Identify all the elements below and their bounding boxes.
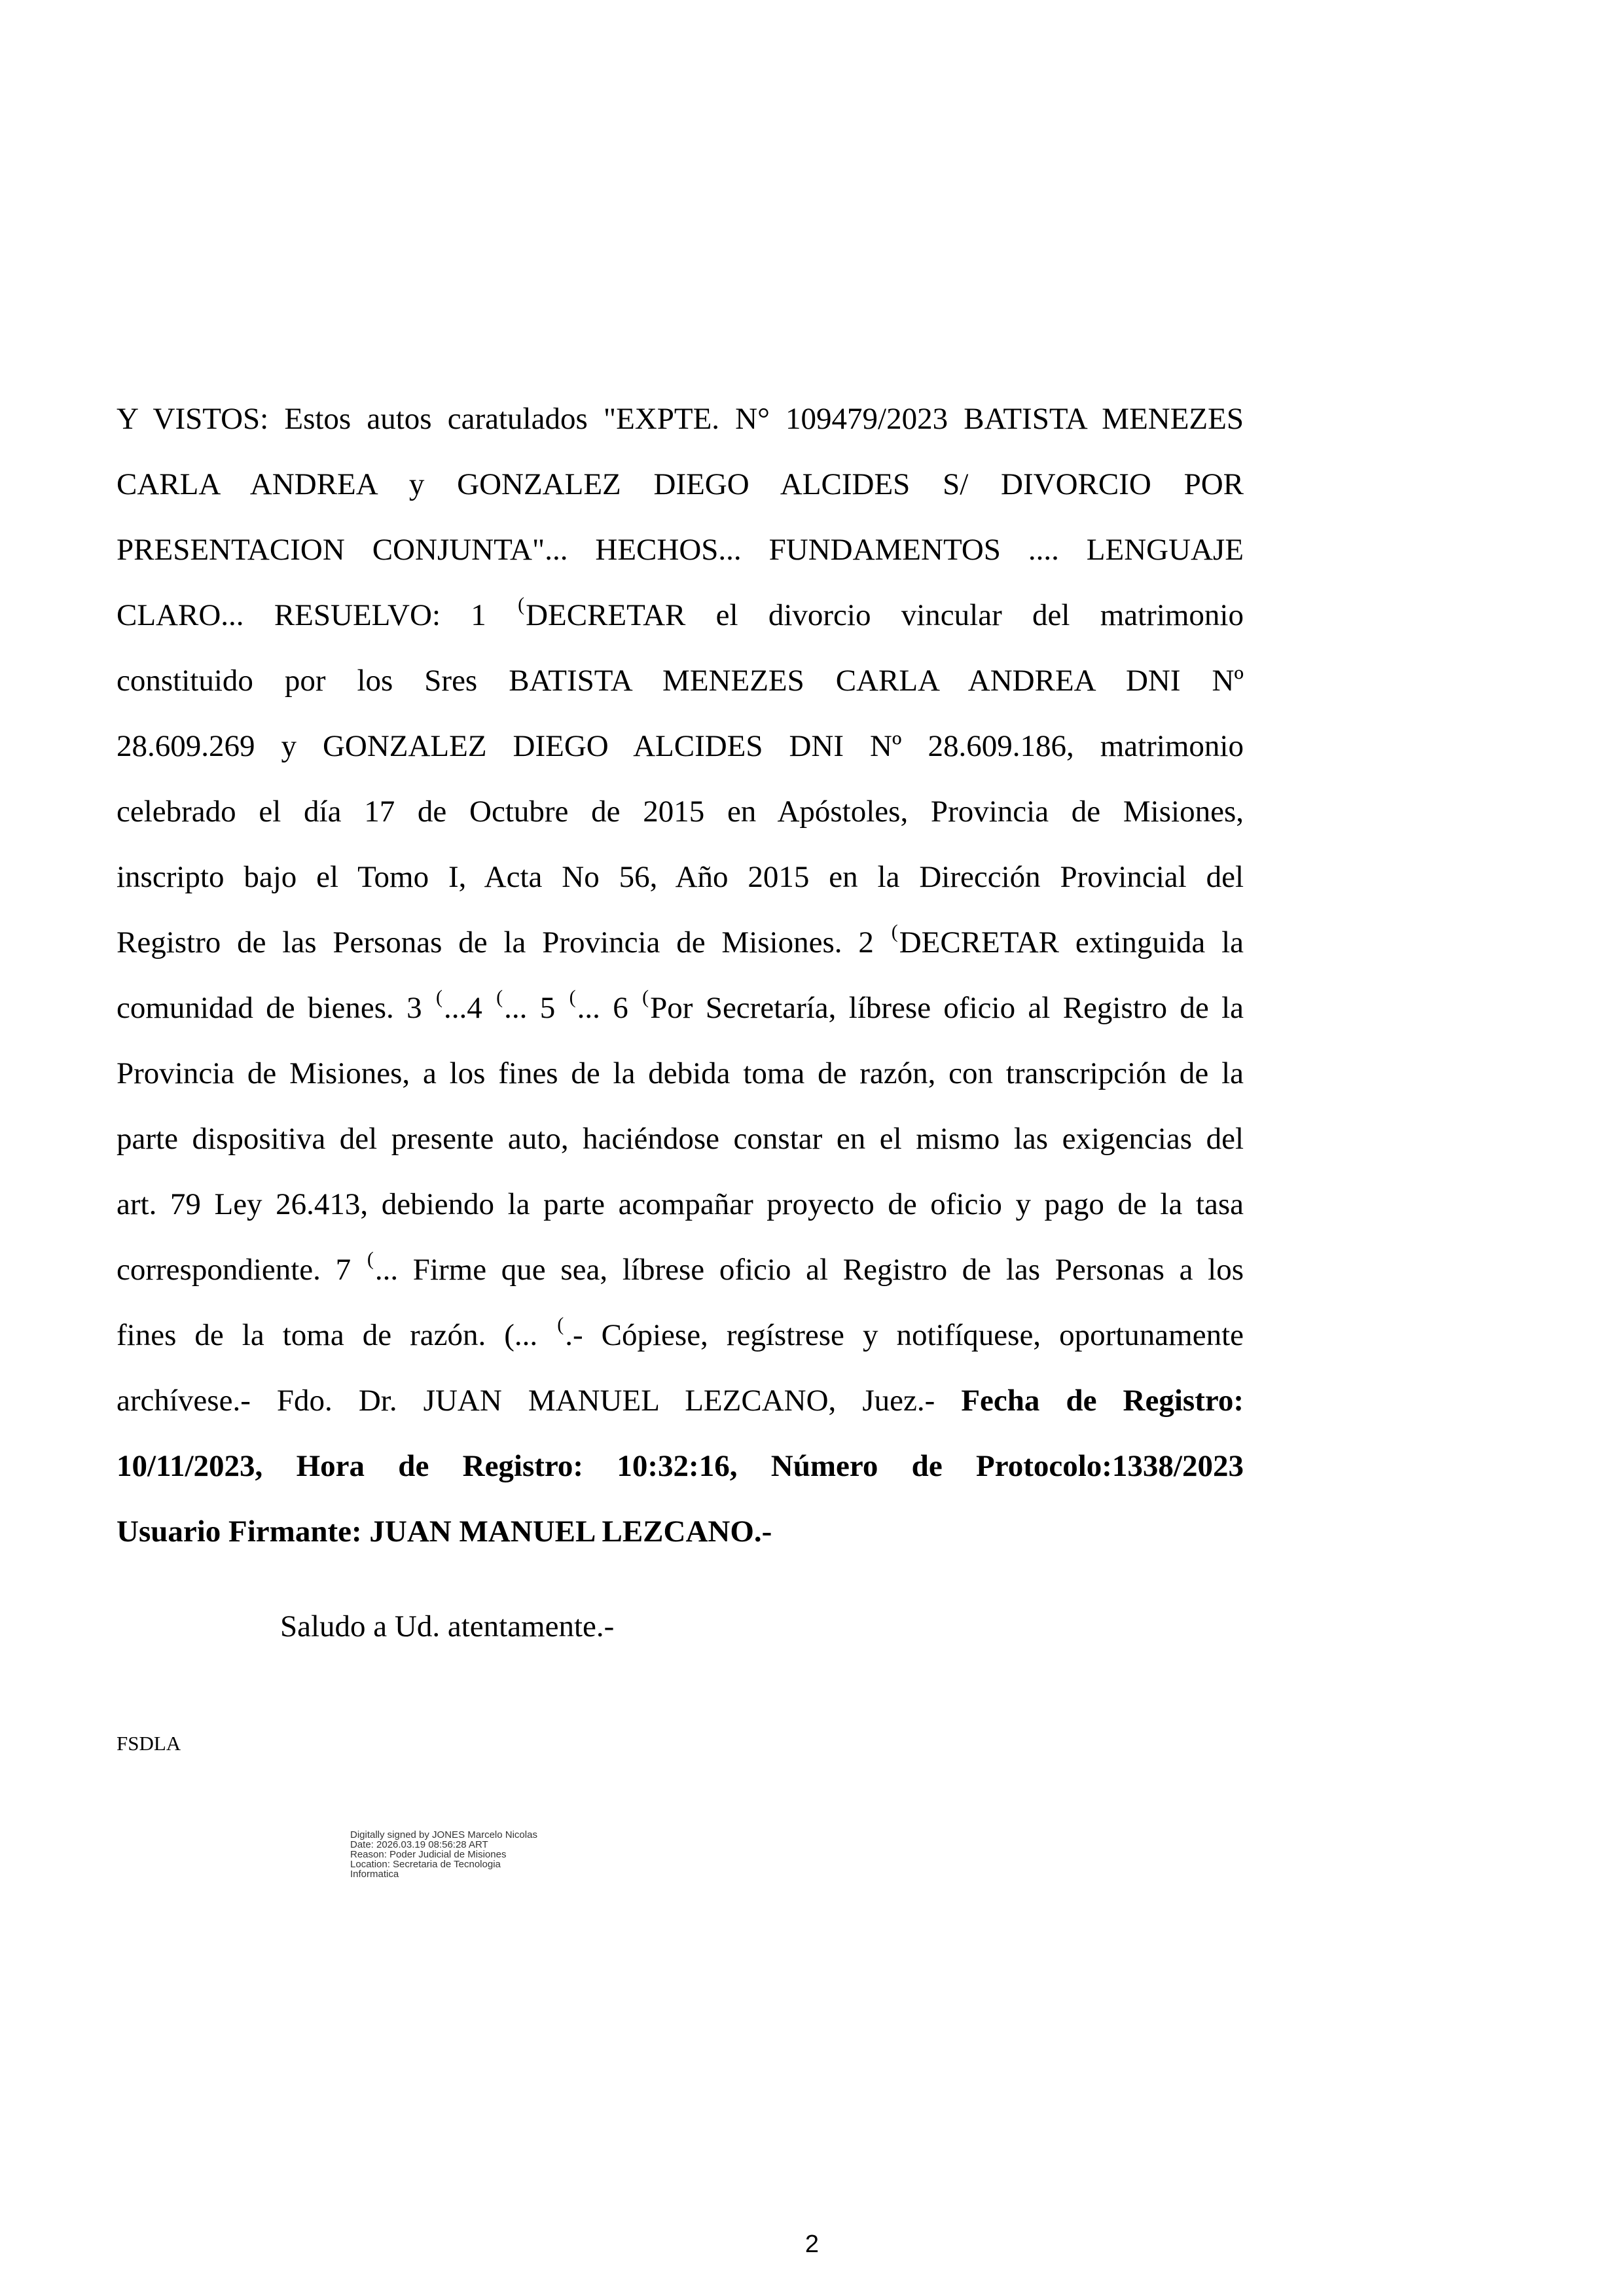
signature-line: Digitally signed by JONES Marcelo Nicolas [350, 1829, 537, 1840]
footnote-marker: ( [891, 921, 898, 942]
footnote-marker: ( [518, 594, 525, 615]
signature-line: Location: Secretaria de Tecnologia [350, 1859, 501, 1870]
registration-line: 10/11/2023, Hora de Registro: 10:32:16, Número de Protocolo:1338/2023 [117, 1449, 1244, 1483]
footnote-marker: ( [496, 986, 503, 1008]
text-line: archívese.- Fdo. Dr. JUAN MANUEL LEZCANO, Juez.- Fecha de Registro: [117, 1384, 1244, 1418]
registration-date-label: Fecha de Registro: [961, 1384, 1244, 1418]
text-line: 28.609.269 y GONZALEZ DIEGO ALCIDES DNI Nº 28.609.186, matrimonio [117, 729, 1244, 763]
signature-line: Reason: Poder Judicial de Misiones [350, 1849, 507, 1860]
footnote-marker: ( [557, 1314, 564, 1335]
signature-line: Informatica [350, 1869, 399, 1880]
footnote-marker: ( [642, 986, 649, 1008]
text-line: correspondiente. 7 (... Firme que sea, líbrese oficio al Registro de las Personas a los [117, 1248, 1244, 1287]
footnote-marker: ( [569, 986, 576, 1008]
text-line: Provincia de Misiones, a los fines de la debida toma de razón, con transcripción de la [117, 1056, 1244, 1090]
footnote-marker: ( [367, 1248, 374, 1270]
page-number: 2 [804, 2231, 820, 2258]
resolution-text [117, 386, 1244, 1564]
text-line: parte dispositiva del presente auto, haciéndose constar en el mismo las exigencias del [117, 1122, 1244, 1156]
text-line: art. 79 Ley 26.413, debiendo la parte acompañar proyecto de oficio y pago de la tasa [117, 1187, 1244, 1221]
signing-user-line: Usuario Firmante: JUAN MANUEL LEZCANO.- [117, 1515, 772, 1549]
text-line: celebrado el día 17 de Octubre de 2015 en Apóstoles, Provincia de Misiones, [117, 795, 1244, 829]
text-line: CARLA ANDREA y GONZALEZ DIEGO ALCIDES S/ DIVORCIO POR [117, 467, 1244, 501]
text-line: Registro de las Personas de la Provincia de Misiones. 2 (DECRETAR extinguida la [117, 921, 1244, 960]
text-line: inscripto bajo el Tomo I, Acta No 56, Año 2015 en la Dirección Provincial del [117, 860, 1244, 894]
closing-salutation: Saludo a Ud. atentamente.- [280, 1609, 615, 1643]
signature-line: Date: 2026.03.19 08:56:28 ART [350, 1839, 488, 1850]
text-line: comunidad de bienes. 3 (...4 (... 5 (... 6 (Por Secretaría, líbrese oficio al Registro de la [117, 986, 1244, 1025]
text-line: PRESENTACION CONJUNTA"... HECHOS... FUNDAMENTOS .... LENGUAJE [117, 533, 1244, 567]
digital-signature-block [350, 1830, 537, 1879]
text-line: fines de la toma de razón. (... (.- Cópiese, regístrese y notifíquese, oportunamente [117, 1314, 1244, 1352]
text-line: constituido por los Sres BATISTA MENEZES CARLA ANDREA DNI Nº [117, 664, 1244, 698]
text-line: CLARO... RESUELVO: 1 (DECRETAR el divorcio vincular del matrimonio [117, 594, 1244, 632]
footnote-marker: ( [436, 986, 443, 1008]
initials: FSDLA [117, 1732, 181, 1755]
text-line: Y VISTOS: Estos autos caratulados "EXPTE. N° 109479/2023 BATISTA MENEZES [117, 402, 1244, 436]
